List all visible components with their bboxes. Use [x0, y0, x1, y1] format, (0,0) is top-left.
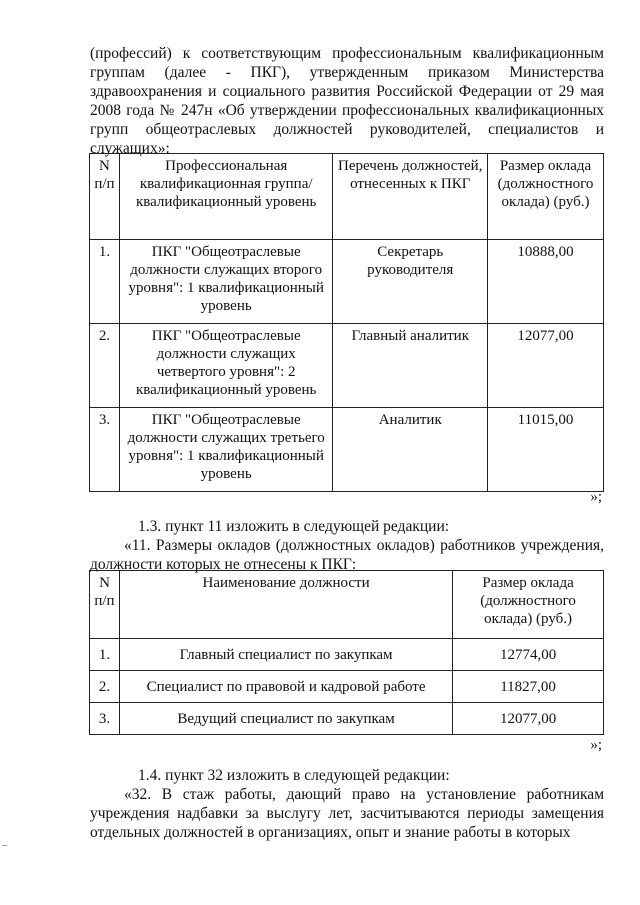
row-position: Главный аналитик [333, 324, 488, 408]
row-number: 1. [90, 240, 120, 324]
section-heading: 1.4. пункт 32 изложить в следующей редакции: [138, 767, 450, 784]
table-row [90, 703, 604, 735]
header-positions: Перечень должностей, отнесенных к ПКГ [333, 154, 488, 240]
row-pkg: ПКГ "Общеотраслевые должности служащих второго уровня": 1 квалификационный уровень [119, 240, 333, 324]
row-pkg: ПКГ "Общеотраслевые должности служащих четвертого уровня": 2 квалификационный уровень [119, 324, 333, 408]
row-position: Ведущий специалист по закупкам [119, 703, 452, 735]
table-header-row [90, 571, 604, 639]
row-number: 1. [90, 639, 120, 671]
row-number: 2. [90, 324, 120, 408]
pkg-salary-table [89, 153, 604, 492]
closing-quote: »; [590, 737, 602, 753]
table-row [90, 240, 604, 324]
row-salary: 12077,00 [453, 703, 604, 735]
header-number: N п/п [90, 154, 120, 240]
row-salary: 12077,00 [488, 324, 604, 408]
row-salary: 11015,00 [488, 408, 604, 492]
row-salary: 12774,00 [453, 639, 604, 671]
intro-paragraph: (профессий) к соответствующим профессиональным квалификационным группам (далее - ПКГ), утвержденным приказом Министерства здравоохранения и социального развития Российской Федерации от 29 мая 2008 года № 247н «Об утверждении профессиональных квалификационных групп общеотраслевых должностей руководителей, специалистов и служащих»: [90, 45, 604, 157]
header-position: Наименование должности [119, 571, 452, 639]
table-row [90, 671, 604, 703]
header-salary: Размер оклада (должностного оклада) (руб.) [453, 571, 604, 639]
closing-quote: »; [590, 489, 602, 505]
table-row [90, 639, 604, 671]
section-heading: 1.3. пункт 11 изложить в следующей редакции: [138, 518, 450, 535]
table-row [90, 408, 604, 492]
row-number: 3. [90, 703, 120, 735]
row-position: Специалист по правовой и кадровой работе [119, 671, 452, 703]
margin-mark: – [2, 840, 7, 851]
paragraph-11: «11. Размеры окладов (должностных окладов) работников учреждения, должности которых не отнесены к ПКГ: [90, 537, 604, 573]
table-row [90, 324, 604, 408]
other-salary-table [89, 570, 604, 735]
header-salary: Размер оклада (должностного оклада) (руб.) [488, 154, 604, 240]
row-salary: 11827,00 [453, 671, 604, 703]
row-position: Секретарь руководителя [333, 240, 488, 324]
header-number: N п/п [90, 571, 120, 639]
row-position: Аналитик [333, 408, 488, 492]
paragraph-32: «32. В стаж работы, дающий право на установление работникам учреждения надбавки за выслугу лет, засчитываются периоды замещения отдельных должностей в организациях, опыт и знание работы в которых [90, 786, 604, 841]
row-number: 3. [90, 408, 120, 492]
row-position: Главный специалист по закупкам [119, 639, 452, 671]
row-pkg: ПКГ "Общеотраслевые должности служащих третьего уровня": 1 квалификационный уровень [119, 408, 333, 492]
row-salary: 10888,00 [488, 240, 604, 324]
header-pkg: Профессиональная квалификационная группа/квалификационный уровень [119, 154, 333, 240]
row-number: 2. [90, 671, 120, 703]
table-header-row [90, 154, 604, 240]
